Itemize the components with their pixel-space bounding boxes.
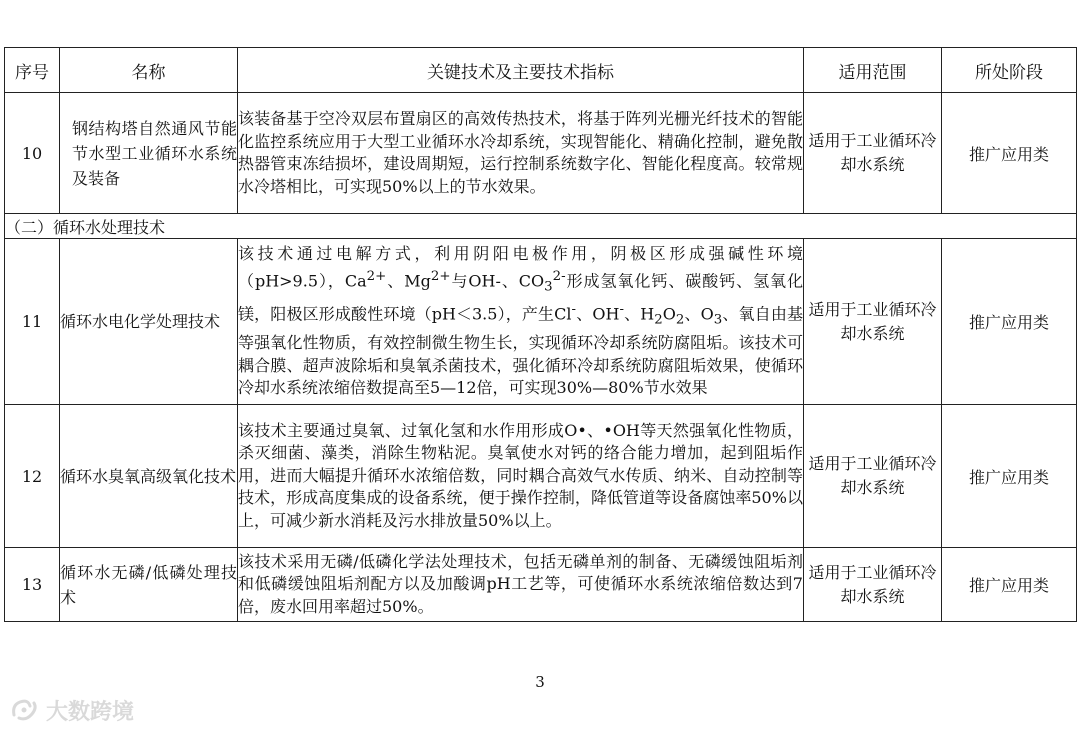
header-scope: 适用范围 <box>804 48 942 93</box>
desc-sub: 3 <box>544 279 553 295</box>
header-number: 序号 <box>5 48 60 93</box>
desc-part: 该技术通过电解方式，利用阴阳电极作用，阴极区形成强碱性环境（pH>9.5），Ca <box>238 244 803 291</box>
tech-stage: 推广应用类 <box>942 93 1077 214</box>
section-heading: （二）循环水处理技术 <box>5 214 1077 239</box>
waveform-logo-icon <box>10 697 40 723</box>
desc-sup: 2+ <box>366 268 387 284</box>
watermark-text: 大数跨境 <box>46 699 135 725</box>
header-name: 名称 <box>60 48 238 93</box>
table-row <box>5 548 1077 622</box>
row-number: 11 <box>5 239 60 405</box>
tech-name: 钢结构塔自然通风节能节水型工业循环水系统及装备 <box>60 93 238 214</box>
tech-description <box>238 239 804 405</box>
tech-scope: 适用于工业循环冷却水系统 <box>804 405 942 548</box>
table-row <box>5 93 1077 214</box>
tech-description: 该装备基于空冷双层布置扇区的高效传热技术，将基于阵列光栅光纤技术的智能化监控系统应用于大型工业循环水冷却系统，实现智能化、精确化控制，避免散热器管束冻结损坏，建设周期短，运行控制系统数字化、智能化程度高。较常规水冷塔相比，可实现50%以上的节水效果。 <box>238 93 804 214</box>
tech-stage: 推广应用类 <box>942 548 1077 622</box>
desc-part: 、O <box>684 304 714 324</box>
header-key-tech: 关键技术及主要技术指标 <box>238 48 804 93</box>
desc-sup: 2- <box>552 268 566 284</box>
tech-stage: 推广应用类 <box>942 239 1077 405</box>
desc-part: 、氧自由基等强氧化性物质，有效控制微生物生长，实现循环冷却系统防腐阻垢。该技术可耦合膜、超声波除垢和臭氧杀菌技术，强化循环冷却系统防腐阻垢效果，使循环冷却水系统浓缩倍数提高至5—12倍，可实现30%—80%节水效果 <box>238 304 803 398</box>
table-row <box>5 405 1077 548</box>
desc-sup: - <box>619 302 624 317</box>
section-row <box>5 214 1077 239</box>
page-number: 3 <box>535 673 545 691</box>
desc-part: 与OH-、CO <box>450 271 545 291</box>
tech-scope: 适用于工业循环冷却水系统 <box>804 548 942 622</box>
table-row <box>5 239 1077 405</box>
header-stage: 所处阶段 <box>942 48 1077 93</box>
tech-name: 循环水臭氧高级氧化技术 <box>60 405 238 548</box>
tech-description: 该技术采用无磷/低磷化学法处理技术，包括无磷单剂的制备、无磷缓蚀阻垢剂和低磷缓蚀阻垢剂配方以及加酸调pH工艺等，可使循环水系统浓缩倍数达到7倍，废水回用率超过50%。 <box>238 548 804 622</box>
tech-name: 循环水无磷/低磷处理技术 <box>60 548 238 622</box>
desc-sub: 3 <box>713 312 723 328</box>
row-number: 12 <box>5 405 60 548</box>
row-number: 10 <box>5 93 60 214</box>
desc-sup: 2+ <box>430 268 451 284</box>
tech-name: 循环水电化学处理技术 <box>60 239 238 405</box>
tech-stage: 推广应用类 <box>942 405 1077 548</box>
tech-scope: 适用于工业循环冷却水系统 <box>804 239 942 405</box>
tech-description: 该技术主要通过臭氧、过氧化氢和水作用形成O•、•OH等天然强氧化性物质，杀灭细菌、藻类，消除生物粘泥。臭氧使水对钙的络合能力增加，起到阻垢作用，进而大幅提升循环水浓缩倍数，同时耦合高效气水传质、纳米、自动控制等技术，形成高度集成的设备系统，便于操作控制，降低管道等设备腐蚀率50%以上，可减少新水消耗及污水排放量50%以上。 <box>238 405 804 548</box>
desc-part: 形成氢氧化钙、碳酸钙、氢氧化镁，阳极区形成酸性环境（pH＜3.5），产生Cl <box>238 271 803 324</box>
desc-sub: 2 <box>675 312 685 328</box>
technology-table <box>4 47 1077 622</box>
desc-sup: - <box>571 302 577 317</box>
desc-part: 、Mg <box>386 271 431 291</box>
desc-sub: 2 <box>654 312 663 328</box>
tech-scope: 适用于工业循环冷却水系统 <box>804 93 942 214</box>
row-number: 13 <box>5 548 60 622</box>
desc-part: O <box>662 304 676 324</box>
desc-part: 、OH <box>576 304 620 324</box>
desc-part: 、H <box>623 304 655 324</box>
watermark <box>10 695 134 725</box>
header-row <box>5 48 1077 93</box>
